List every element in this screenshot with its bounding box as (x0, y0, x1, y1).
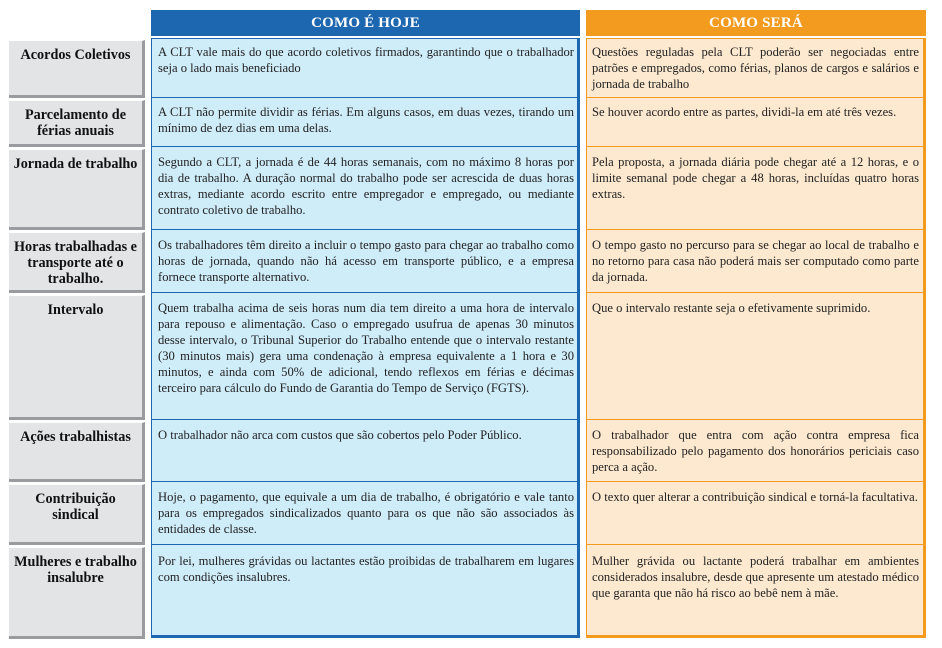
row-divider (586, 146, 926, 147)
row-divider (151, 97, 580, 98)
row-topic-acordos-coletivos: Acordos Coletivos (9, 40, 145, 98)
cell-hoje-horas-transporte: Os trabalhadores têm direito a incluir o tempo gasto para chegar ao trabalho como horas de jornada, quando não há acesso em transporte público, e a empresa fornece transporte alternativo. (158, 238, 574, 284)
cell-sera-jornada-de-trabalho: Pela proposta, a jornada diária pode chegar até a 12 horas, e o limite semanal pode chegar a 48 horas, incluídas quatro horas extras. (592, 155, 919, 201)
row-topic-mulheres-insalubre: Mulheres e trabalho insalubre (9, 547, 145, 639)
row-divider (586, 229, 926, 230)
row-divider (586, 419, 926, 420)
cell-hoje-intervalo: Quem trabalha acima de seis horas num dia tem direito a uma hora de intervalo para repouso e alimentação. Caso o empregado usufrua de apenas 30 minutos desse intervalo, o Tribunal Superior do Trabalho entende que o intervalo restante (30 minutos mais) gera uma condenação à empresa equivalente a 1 hora e 30 minutos, e ainda com 50% de adicional, tendo reflexos em férias e décimas terceiro para cálculo do Fundo de Garantia do Tempo de Serviço (FGTS). (158, 301, 574, 395)
row-divider (151, 481, 580, 482)
row-topic-intervalo: Intervalo (9, 295, 145, 420)
cell-sera-mulheres-insalubre: Mulher grávida ou lactante poderá trabalhar em ambientes considerados insalubre, desde que apresente um atestado médico que garanta que não há risco ao bebê nem à mãe. (592, 554, 919, 600)
header-como-sera: COMO SERÁ (586, 10, 926, 36)
row-topic-jornada-de-trabalho: Jornada de trabalho (9, 149, 145, 230)
cell-sera-acordos-coletivos: Questões reguladas pela CLT poderão ser negociadas entre patrões e empregados, como férias, planos de cargos e salários e jornada de trabalho (592, 45, 919, 91)
cell-hoje-jornada-de-trabalho: Segundo a CLT, a jornada é de 44 horas semanais, com no máximo 8 horas por dia de trabalho. A duração normal do trabalho pode ser acrescida de duas horas extras, mediante acordo escrito entre empregador e empregado, ou mediante contrato coletivo de trabalho. (158, 155, 574, 217)
row-divider (151, 229, 580, 230)
row-divider (151, 544, 580, 545)
row-topic-acoes-trabalhistas: Ações trabalhistas (9, 422, 145, 482)
row-topic-contribuicao-sindical: Contribuição sindical (9, 484, 145, 545)
header-como-e-hoje: COMO É HOJE (151, 10, 580, 36)
cell-hoje-contribuicao-sindical: Hoje, o pagamento, que equivale a um dia de trabalho, é obrigatório e vale tanto para os empregados sindicalizados quanto para os que não são associados às entidades de classe. (158, 490, 574, 536)
cell-hoje-acoes-trabalhistas: O trabalhador não arca com custos que são cobertos pelo Poder Público. (158, 428, 522, 442)
cell-sera-intervalo: Que o intervalo restante seja o efetivamente suprimido. (592, 301, 871, 315)
row-divider (151, 146, 580, 147)
cell-hoje-parcelamento-ferias: A CLT não permite dividir as férias. Em alguns casos, em duas vezes, tirando um mínimo de dez dias em uma delas. (158, 105, 574, 135)
row-divider (586, 97, 926, 98)
row-divider (151, 292, 580, 293)
row-divider (151, 419, 580, 420)
column-como-sera (586, 38, 926, 638)
row-topic-horas-transporte: Horas trabalhadas e transporte até o trabalho. (9, 232, 145, 293)
cell-hoje-mulheres-insalubre: Por lei, mulheres grávidas ou lactantes estão proibidas de trabalharem em lugares com condições insalubres. (158, 554, 574, 584)
cell-sera-parcelamento-ferias: Se houver acordo entre as partes, dividi-la em até três vezes. (592, 105, 897, 119)
row-topic-parcelamento-ferias: Parcelamento de férias anuais (9, 100, 145, 147)
cell-hoje-acordos-coletivos: A CLT vale mais do que acordo coletivos firmados, garantindo que o trabalhador seja o lado mais beneficiado (158, 45, 574, 75)
cell-sera-contribuicao-sindical: O texto quer alterar a contribuição sindical e torná-la facultativa. (592, 490, 918, 504)
row-divider (586, 292, 926, 293)
cell-sera-acoes-trabalhistas: O trabalhador que entra com ação contra empresa fica responsabilizado pelo pagamento dos honorários periciais caso perca a ação. (592, 428, 919, 474)
row-divider (586, 481, 926, 482)
cell-sera-horas-transporte: O tempo gasto no percurso para se chegar ao local de trabalho e no retorno para casa não poderá mais ser computado como parte da jornada. (592, 238, 919, 284)
row-divider (586, 544, 926, 545)
